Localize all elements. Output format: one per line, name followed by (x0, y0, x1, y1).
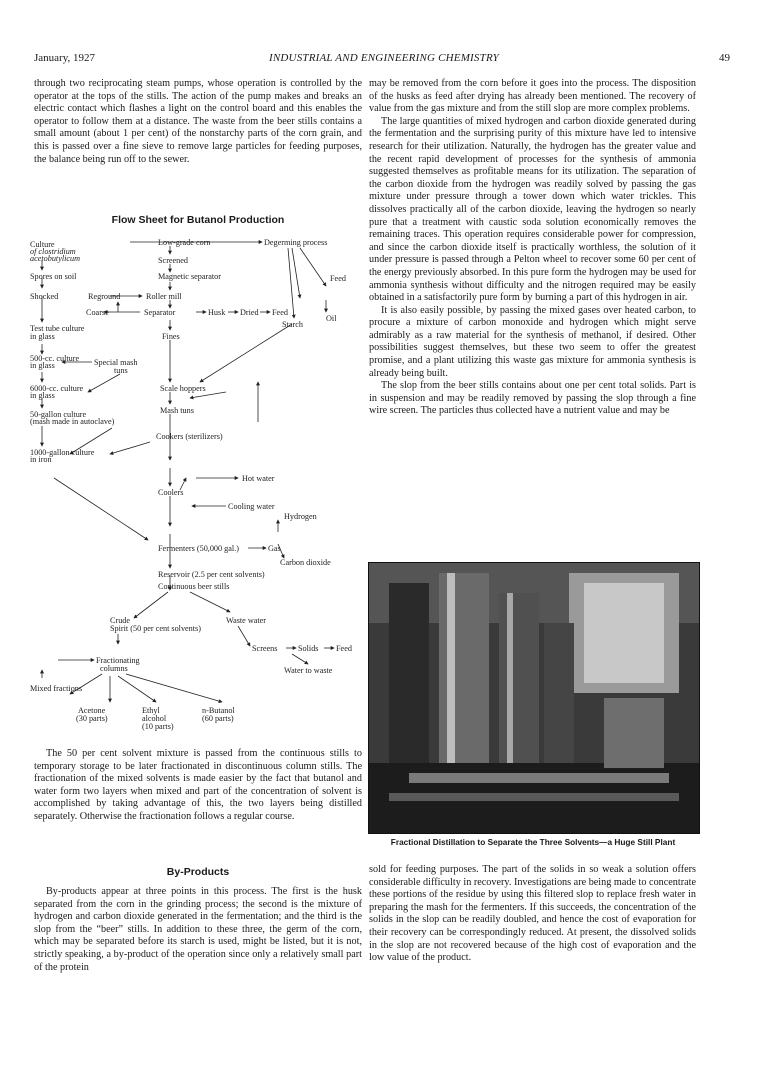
still-plant-photo (368, 562, 700, 834)
flow-label: Cookers (sterilizers) (156, 432, 223, 441)
flow-label: Solids (298, 644, 319, 653)
right-column-bottom (369, 864, 696, 965)
flow-label: Fractionating (96, 656, 140, 665)
paragraph: The 50 per cent solvent mixture is passed from the continuous stills to temporary storage to be later fractionated in discontinuous column stills. The fractionation of the mixed solvents is made easier by the fact that butanol and water form two layers when mixed and part of the concentration of solvent is accomplished by taking advantage of this, the two layers being distilled separately. Otherwise the fractionation follows a regular course. (34, 748, 362, 822)
page-header (34, 52, 734, 68)
flow-label: Fines (162, 332, 180, 341)
flow-label: Feed (330, 274, 346, 283)
flow-label: tuns (114, 366, 128, 375)
flow-label: alcohol (142, 714, 167, 723)
flow-label: (60 parts) (202, 714, 234, 723)
flow-label: Roller mill (146, 292, 182, 301)
flow-label: Coarse (86, 308, 109, 317)
journal-title: INDUSTRIAL AND ENGINEERING CHEMISTRY (269, 52, 499, 64)
flow-label: Husk (208, 308, 226, 317)
flow-label: Special mash (94, 358, 138, 367)
byproducts-heading: By-Products (166, 866, 230, 878)
flow-label: n-Butanol (202, 706, 235, 715)
flow-label: Magnetic separator (158, 272, 221, 281)
flow-label: Water to waste (284, 666, 333, 675)
flow-label: Separator (144, 308, 176, 317)
paragraph: sold for feeding purposes. The part of the solids in so weak a solution offers considerable difficulty in recovery. Investigations are being made to concentrate these portions of the residue by using this filtered slop to replace fresh water in preparing the mash for the fermenters. If this succeeds, the concentration of the solids in the slop can be readily doubled, and hence the cost of evaporation for their recovery can be correspondingly reduced. At present, the dissolved solids in the slop are not recovered because of the high cost of evaporation and the low value of the product. (369, 864, 696, 964)
paragraph: By-products appear at three points in this process. The first is the husk separated from the corn in the grinding process; the second is the mixture of hydrogen and carbon dioxide generated in the fermentation; and the third is the slop from the “beer” stills. In addition to these three, the germ of the corn, which may be separated before its starch is used, might be listed, but it is not, strictly speaking, a by-product of the operation since only a relatively small part of the protein (34, 886, 362, 973)
flow-label: Carbon dioxide (280, 558, 331, 567)
flow-label: Oil (326, 314, 337, 323)
flow-label: 500-cc. culture (30, 354, 80, 363)
flow-label: Reground (88, 292, 121, 301)
flow-label: columns (100, 664, 128, 673)
flow-label: Screens (252, 644, 278, 653)
paragraph: It is also easily possible, by passing the mixed gases over heated carbon, to procure a mixture of carbon monoxide and hydrogen which might serve admirably as a raw material for the synthesis of methanol, if desired. Other possibilities suggest themselves, but these two seem to offer the greatest promise, and a plant utilizing this waste gas mixture for ammonia synthesis is already being built. (369, 304, 696, 379)
flow-label: Screened (158, 256, 189, 265)
flow-label: Hydrogen (284, 512, 317, 521)
flow-label: Feed (336, 644, 352, 653)
flow-label: Gas (268, 544, 281, 553)
flow-sheet-title: Flow Sheet for Butanol Production (111, 214, 285, 226)
paragraph: through two reciprocating steam pumps, whose operation is controlled by the operator at the tops of the stills. The action of the pump makes and breaks an electric contact which flashes a light on the control board and this enables the operator to follow them at a distance. The waste from the beer stills contains a small amount (about 1 per cent) of the nonstarchy parts of the corn grain, and this is passed over a fine sieve to remove large particles for feeding purposes, the balance being run off to the sewer. (34, 78, 362, 165)
flow-label: Degerming process (264, 238, 328, 247)
flow-label: Mixed fractions (30, 684, 83, 693)
page-number: 49 (719, 52, 730, 64)
flow-label: Acetone (78, 706, 106, 715)
flow-label: Crude (110, 616, 131, 625)
flow-label: Waste water (226, 616, 267, 625)
paragraph: may be removed from the corn before it goes into the process. The disposition of the husks as feed after drying has already been mentioned. The recovery of value from the gas mixture and from the still slop are more complex problems. (369, 78, 696, 115)
flow-label: Continuous beer stills (158, 582, 230, 591)
flow-label: Cooling water (228, 502, 275, 511)
flow-label: Mash tuns (160, 406, 194, 415)
flow-label: Low-grade corn (158, 238, 211, 247)
flow-label: Spirit (50 per cent solvents) (110, 624, 201, 633)
flow-label: 50-gallon culture (30, 410, 87, 419)
flow-label: of clostridium (30, 247, 76, 256)
flow-label: Dried (240, 308, 259, 317)
photo-caption: Fractional Distillation to Separate the Three Solvents—a Huge Still Plant (390, 837, 676, 847)
flow-label: Test tube culture (30, 324, 85, 333)
flow-label: in glass (30, 361, 55, 370)
flow-sheet-diagram (30, 232, 370, 752)
flow-label: 6000-cc. culture (30, 384, 84, 393)
left-column-bottom-2 (34, 886, 362, 974)
flow-label: 1000-gallon culture (30, 448, 95, 457)
paragraph: The slop from the beer stills contains about one per cent total solids. Part is in suspension and may be readily removed by passing the slop through a fine wire screen. The particles thus collected have a nutrient value and may be (369, 380, 696, 417)
flow-label: Spores on soil (30, 272, 77, 281)
left-column-bottom (34, 748, 362, 824)
flow-label: (10 parts) (142, 722, 174, 731)
flow-label: Culture (30, 240, 55, 249)
flow-label: acetobutylicum (30, 254, 81, 263)
flow-label: Reservoir (2.5 per cent solvents) (158, 570, 265, 579)
flow-label: in glass (30, 391, 55, 400)
right-column-top (369, 78, 696, 418)
flow-label: in glass (30, 332, 55, 341)
header-date: January, 1927 (34, 52, 95, 64)
flow-label: Starch (282, 320, 303, 329)
flow-label: (30 parts) (76, 714, 108, 723)
flow-label: in iron (30, 455, 52, 464)
paragraph: The large quantities of mixed hydrogen and carbon dioxide generated during the fermentation and the surprising purity of this mixture have led to intensive research for their utilization. Naturally, the hydrogen has the greater value and the recent rapid development of processes for the synthesis of ammonia suggested themselves as profitable means for its utilization. The separation of the carbon dioxide from the hydrogen was readily solved by passing the gas mixture under pressure through a tower down which water trickles. This dissolves practically all of the carbon dioxide, leaving the hydrogen so nearly pure that a treatment with caustic soda solution economically removes the remaining traces. This operation requires considerable power for compression, and since the carbon dioxide itself is practically worthless, the solution of it under pressure is passed through a Pelton wheel to recover some 60 per cent of the energy previously absorbed. In this pure form the hydrogen may be used for ammonia synthesis without difficulty and the nitrogen required may be easily obtained in a satisfactorily pure form by burning a part of this hydrogen in air. (369, 115, 696, 304)
flow-label: Coolers (158, 488, 184, 497)
left-column-top (34, 78, 362, 166)
flow-label: Scale hoppers (160, 384, 206, 393)
flow-label: Ethyl (142, 706, 160, 715)
flow-label: Shocked (30, 292, 59, 301)
flow-label: (mash made in autoclave) (30, 417, 115, 426)
flow-label: Hot water (242, 474, 275, 483)
flow-label: Feed (272, 308, 288, 317)
flow-label: Fermenters (50,000 gal.) (158, 544, 239, 553)
